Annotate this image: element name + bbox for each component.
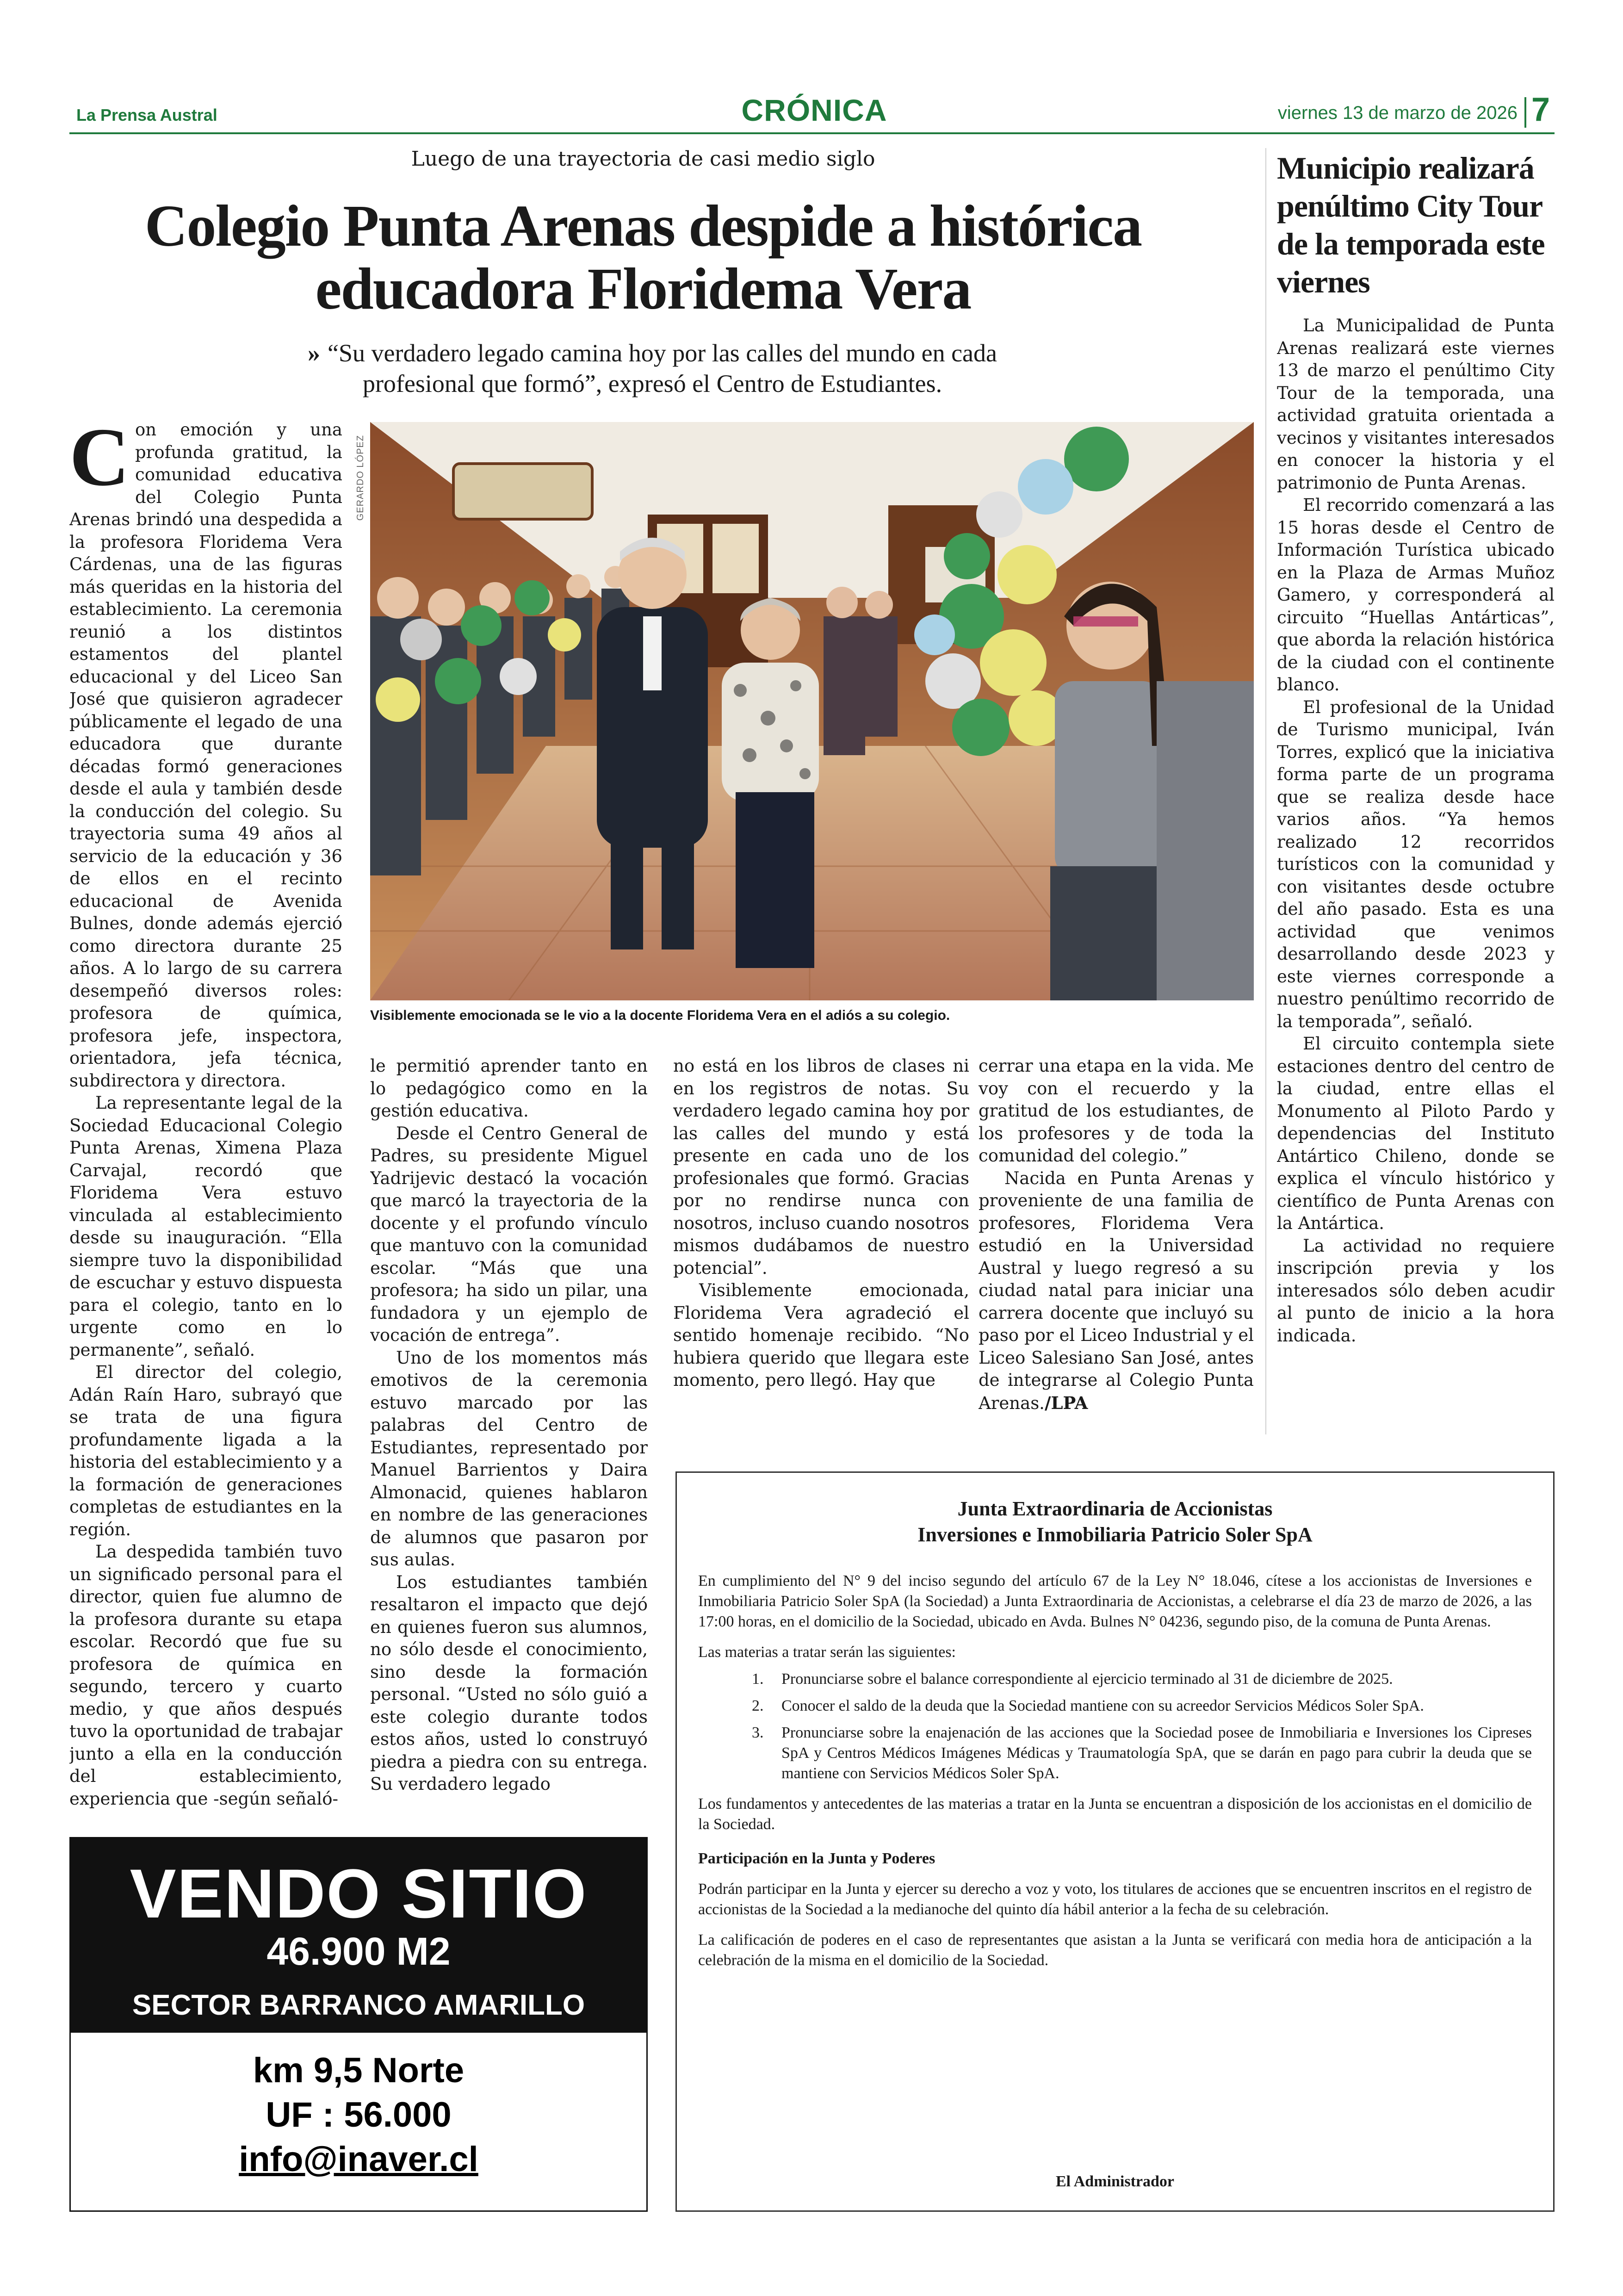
sidebar-paragraph: La actividad no requiere inscripción previa y los interesados sólo deben acudir al punto de inicio a la hora indicada. — [1277, 1235, 1555, 1346]
article-paragraph: La despedida también tuvo un significado personal para el director, quien fue alumno de la profesora durante su etapa escolar. Recordó que fue su profesora de química en segundo, tercero y cuarto medio, y que años después tuvo la oportunidad de trabajar junto a ella en la conducción del establecimiento, experiencia que -según señaló- — [69, 1542, 342, 1809]
ad-location: km 9,5 Norte — [253, 2051, 465, 2090]
sidebar-paragraph: El profesional de la Unidad de Turismo municipal, Iván Torres, explicó que la iniciativa forma parte de un programa que se realiza desde hace varios años. “Ya hemos realizado 12 recorridos turísticos con la comunidad y con visitantes desde octubre del año pasado. Esta es una actividad que venimos desarrollando desde 2023 y este viernes corresponde a nuestro penúltimo recorrido de la temporada”, señaló. — [1277, 697, 1555, 1031]
article-column-2 — [370, 1055, 648, 1837]
ad-details — [71, 2033, 646, 2213]
article-paragraph: cerrar una etapa en la vida. Me voy con el recuerdo y la gratitud de los estudiantes, de los profesores y de toda la comunidad del colegio.” — [979, 1056, 1254, 1166]
photo-credit: GERARDO LÓPEZ — [355, 435, 365, 521]
drop-cap: C — [69, 419, 130, 503]
article-paragraph: Con emoción y una profunda gratitud, la comunidad educativa del Colegio Punta Arenas brindó una despedida a la profesora Floridema Vera Cárdenas, una de las figuras más queridas en la historia del establecimiento. La ceremonia reunió a los distintos estamentos del plantel educacional y del Liceo San José que quisieron agradecer públicamente el legado de una educadora que durante décadas formó generaciones desde el aula y también desde la conducción del colegio. Su trayectoria suma 49 años al servicio de la educación y 36 de ellos en el recinto educacional de Avenida Bulnes, donde además ejerció como directora durante 25 años. A lo largo de su carrera desempeñó diversos roles: profesora de química, profesora jefe, inspectora, orientadora, jefa técnica, subdirectora y directora. — [69, 419, 342, 1091]
publication-name: La Prensa Austral — [76, 105, 217, 124]
header-separator — [1524, 97, 1526, 128]
section-title: CRÓNICA — [741, 93, 887, 127]
notice-participation: Podrán participar en la Junta y ejercer su derecho a voz y voto, los titulares de acciones que se encuentren inscritos en el registro de accionistas de la Sociedad a la medianoche del quinto día hábil anterior a la fecha de su celebración. — [698, 1880, 1532, 1918]
ad-price: UF : 56.000 — [266, 2095, 452, 2135]
ad-area: 46.900 M2 — [266, 1930, 451, 1973]
notice-signature: El Administrador — [1056, 2173, 1174, 2190]
article-headline: Colegio Punta Arenas despide a histórica educadora Floridema Vera — [144, 193, 1142, 322]
sidebar-paragraph: El circuito contempla siete estaciones dentro del centro de la ciudad, entre ellas el Monumento al Piloto Pardo y dependencias del Instituto Antártico Chileno, donde se explica el vínculo histórico y científico de Punta Arenas con la Antártica. — [1277, 1034, 1555, 1233]
ad-email-link[interactable]: info@inaver.cl — [239, 2140, 478, 2179]
column-divider — [1265, 148, 1266, 1434]
legal-notice — [675, 1471, 1555, 2212]
sidebar-paragraph: El recorrido comenzará a las 15 horas desde el Centro de Información Turística ubicado en la Plaza de Armas Muñoz Gamero, y corresponderá al circuito “Huellas Antárticas”, que aborda la relación histórica de la ciudad con el continente blanco. — [1277, 495, 1555, 695]
article-kicker: Luego de una trayectoria de casi medio siglo — [411, 147, 875, 171]
ad-header — [71, 1838, 646, 2033]
page-number: 7 — [1531, 91, 1550, 128]
notice-item: 2. Conocer el saldo de la deuda que la Sociedad mantiene con su acreedor Servicios Médicos Soler SpA. — [768, 1696, 1532, 1716]
article-paragraph: Nacida en Punta Arenas y proveniente de una familia de profesores, Floridema Vera estudió en la Universidad Austral y luego regresó a su ciudad natal para iniciar una carrera docente que incluyó su paso por el Liceo Industrial y el Liceo Salesiano San José, antes de integrarse al Colegio Punta Arenas./LPA — [979, 1168, 1254, 1413]
notice-item: 3. Pronunciarse sobre la enajenación de las acciones que la Sociedad posee de Inmobiliaria e Inversiones los Cipreses SpA y Centros Médicos Imágenes Médicas y Traumatología SpA, que se darán en pago para cubrir la deuda que se mantiene con Servicios Médicos Soler SpA. — [768, 1723, 1532, 1784]
article-paragraph: Los estudiantes también resaltaron el impacto que dejó en quienes fueron sus alumnos, no sólo desde el conocimiento, sino desde la formación personal. “Usted no sólo guió a este colegio durante todos estos años, usted lo construyó piedra a piedra con su entrega. Su verdadero legado — [370, 1572, 648, 1794]
article-paragraph: no está en los libros de clases ni en los registros de notas. Su verdadero legado camina hoy por las calles del mundo y está presente en cada uno de los profesionales que formó. Gracias por no rendirse nunca con nosotros, incluso cuando nosotros mismos dudábamos de nuestro potencial”. — [673, 1056, 969, 1278]
notice-fundamentos: Los fundamentos y antecedentes de las materias a tratar en la Junta se encuentran a disposición de los accionistas en el domicilio de la Sociedad. — [698, 1795, 1532, 1833]
notice-items — [698, 1669, 1532, 1784]
article-paragraph: Uno de los momentos más emotivos de la ceremonia estuvo marcado por las palabras del Centro de Estudiantes, representado por Manuel Barrientos y Daira Almonacid, quienes hablaron en nombre de las generaciones de alumnos que pasaron por sus aulas. — [370, 1347, 648, 1570]
article-signature: /LPA — [1044, 1392, 1088, 1413]
article-photo — [370, 422, 1254, 1000]
chevron-right-icon: » — [308, 339, 321, 367]
issue-date: viernes 13 de marzo de 2026 — [1277, 103, 1518, 123]
article-subheadline — [268, 338, 1036, 399]
article-paragraph: El director del colegio, Adán Raín Haro, subrayó que se trata de una figura profundamente ligada a la historia del establecimiento y a la formación de generaciones completas de estudiantes en la región. — [69, 1362, 342, 1539]
notice-subtitle: Participación en la Junta y Poderes — [698, 1850, 935, 1867]
article-paragraph: La representante legal de la Sociedad Educacional Colegio Punta Arenas, Ximena Plaza Carvajal, recordó que Floridema Vera estuvo vinculada al establecimiento desde su inauguración. “Ella siempre tuvo la disponibilidad de escuchar y estuvo dispuesta para el colegio, tanto en lo urgente como en lo permanente”, señaló. — [69, 1093, 342, 1360]
article-column-1 — [69, 419, 342, 1825]
notice-body — [698, 1571, 1532, 1971]
notice-company: Inversiones e Inmobiliaria Patricio Soler SpA — [917, 1523, 1313, 1546]
notice-item: 1. Pronunciarse sobre el balance correspondiente al ejercicio terminado al 31 de diciembre de 2025. — [768, 1669, 1532, 1689]
article-paragraph: Desde el Centro General de Padres, su presidente Miguel Yadrijevic destacó la vocación que marcó la trayectoria de la docente y el profundo vínculo que mantuvo con la comunidad escolar. “Más que una profesora; ha sido un pilar, una fundadora y un ejemplo de vocación de entrega”. — [370, 1123, 648, 1345]
header-rule — [69, 132, 1555, 134]
ad-title: VENDO SITIO — [130, 1855, 588, 1932]
sidebar-paragraph: La Municipalidad de Punta Arenas realizará este viernes 13 de marzo el penúltimo City Tour de la temporada, una actividad gratuita orientada a vecinos y visitantes interesados en conocer la historia y el patrimonio de Punta Arenas. — [1277, 316, 1555, 493]
subheadline-text: “Su verdadero legado camina hoy por las calles del mundo en cada profesional que formó”, expresó el Centro de Estudiantes. — [328, 339, 997, 397]
notice-title: Junta Extraordinaria de Accionistas — [957, 1497, 1273, 1520]
sidebar-article — [1277, 315, 1555, 1434]
article-paragraph: Visiblemente emocionada, Floridema Vera agradeció el sentido homenaje recibido. “No hubiera querido que llegara este momento, pero llegó. Hay que — [673, 1280, 969, 1390]
photo-caption: Visiblemente emocionada se le vio a la docente Floridema Vera en el adiós a su colegio. — [370, 1008, 950, 1023]
article-paragraph: le permitió aprender tanto en lo pedagógico como en la gestión educativa. — [370, 1056, 648, 1121]
sidebar-headline: Municipio realizará penúltimo City Tour de la temporada este viernes — [1277, 150, 1545, 299]
notice-lead: Las materias a tratar serán las siguientes: — [698, 1644, 956, 1661]
notice-intro: En cumplimiento del N° 9 del inciso segundo del artículo 67 de la Ley N° 18.046, cítese a los accionistas de Inversiones e Inmobiliaria Patricio Soler SpA (la Sociedad) a Junta Extraordinaria de Accionistas, a celebrarse el día 23 de marzo de 2026, a las 17:00 horas, en el domicilio de la Sociedad, ubicado en Avda. Bulnes N° 04236, segundo piso, de la comuna de Punta Arenas. — [698, 1572, 1532, 1630]
classified-ad — [69, 1837, 648, 2212]
ad-sector: SECTOR BARRANCO AMARILLO — [132, 1989, 585, 2021]
notice-powers: La calificación de poderes en el caso de representantes que asistan a la Junta se verificará con media hora de anticipación a la celebración de la misma en el domicilio de la Sociedad. — [698, 1931, 1532, 1969]
